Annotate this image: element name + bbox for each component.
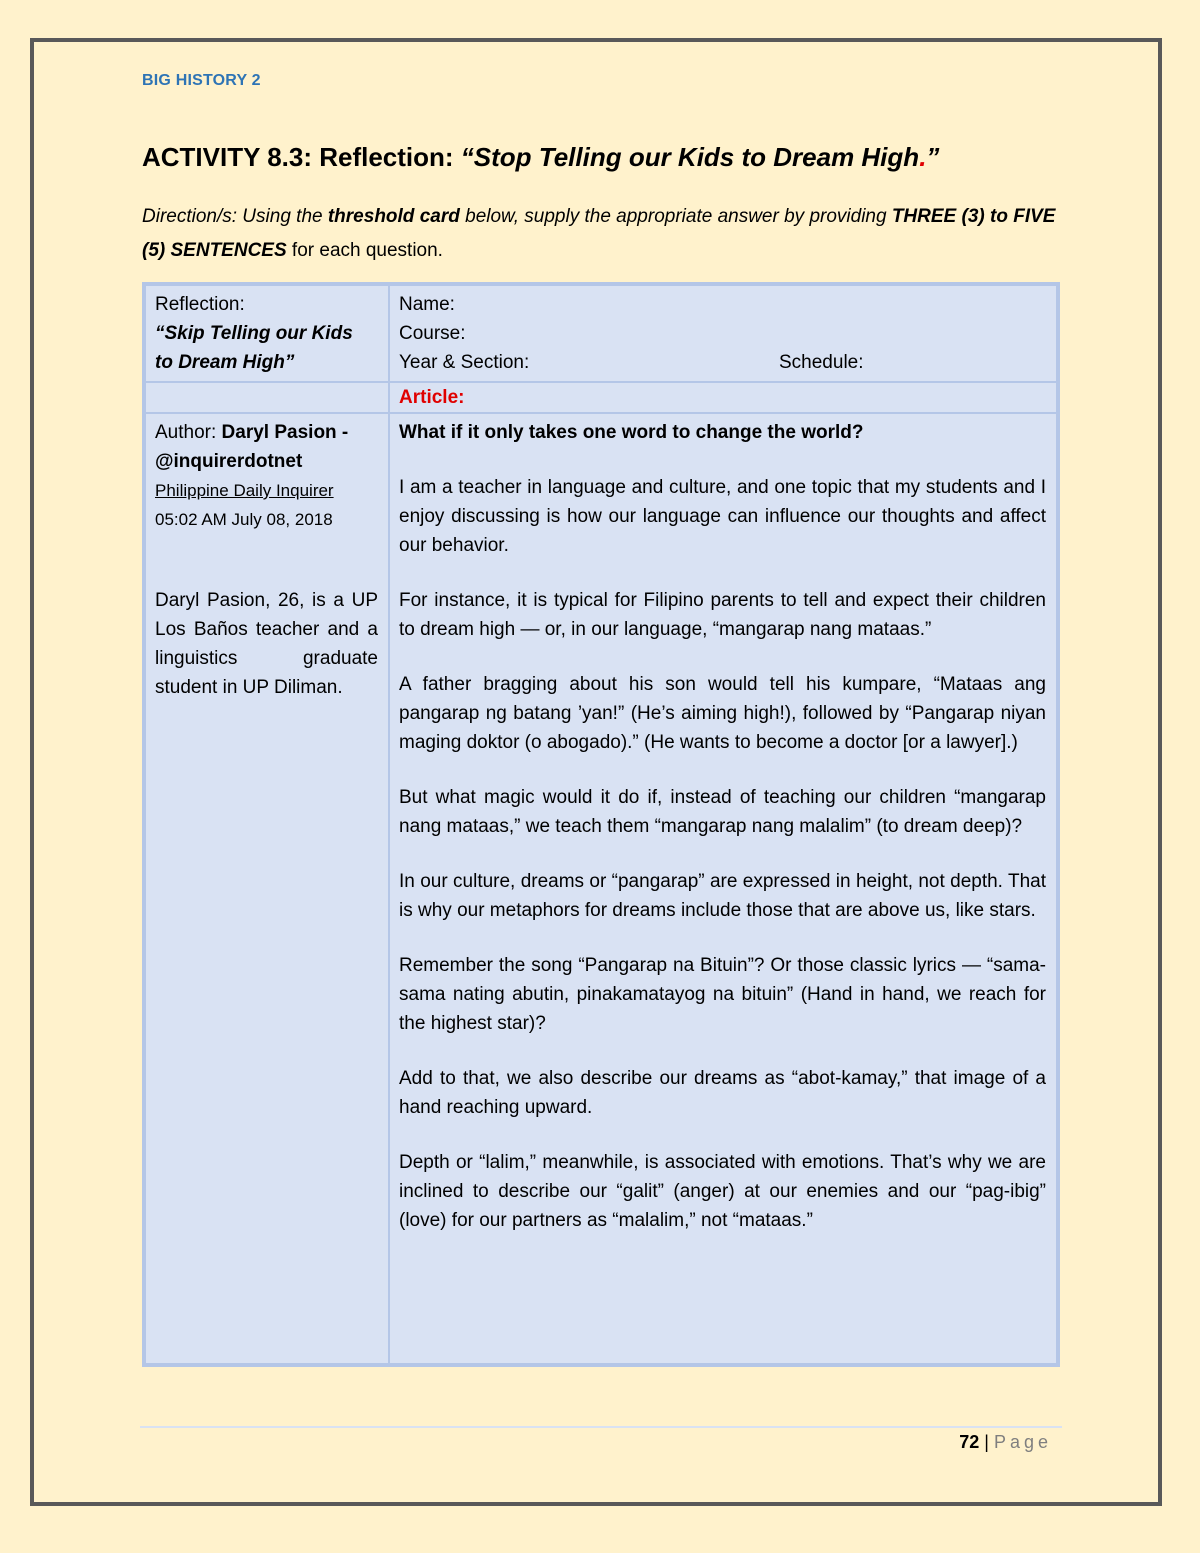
- article-label-cell: [389, 382, 1057, 413]
- reflection-title-line-1: “Skip Telling our Kids: [155, 323, 353, 344]
- publication-name: Philippine Daily Inquirer: [155, 481, 334, 500]
- title-quote-text: “Stop Telling our Kids to Dream High: [460, 142, 920, 172]
- threshold-card-table: [144, 284, 1058, 1365]
- article-label: Article:: [399, 387, 465, 408]
- card-row-body: [145, 413, 1057, 1364]
- article-paragraph: A father bragging about his son would tell his kumpare, “Mataas ang pangarap ng batang ’yan!” (He’s aiming high!), followed by “Pangarap niyan maging doktor (o abogado).” (He wants to become a doctor [or a lawyer].): [399, 674, 1046, 753]
- page-number: 72: [959, 1432, 980, 1452]
- author-bio: Daryl Pasion, 26, is a UP Los Baños teacher and a linguistics graduate student in UP Diliman.: [155, 590, 378, 698]
- schedule-label[interactable]: Schedule:: [779, 352, 864, 373]
- article-paragraph: Remember the song “Pangarap na Bituin”? Or those classic lyrics — “sama-sama nating abutin, pinakamatayog na bituin” (Hand in hand, we reach for the highest star)?: [399, 955, 1046, 1034]
- title-close-quote: ”: [926, 142, 940, 172]
- author-label: Author:: [155, 422, 222, 443]
- directions-text-1: Direction/s: Using the: [142, 206, 328, 227]
- author-name: Daryl Pasion - @inquirerdotnet: [155, 422, 349, 472]
- page-footer: [959, 1432, 1052, 1453]
- article-heading: What if it only takes one word to change the world?: [399, 422, 864, 443]
- year-section-label[interactable]: Year & Section:: [399, 352, 530, 373]
- reflection-label: Reflection:: [155, 294, 245, 315]
- directions-threshold-card: threshold card: [327, 206, 460, 227]
- author-line: [155, 418, 378, 476]
- spacer: [155, 534, 378, 586]
- footer-separator: |: [979, 1432, 994, 1452]
- name-label[interactable]: Name:: [399, 294, 455, 315]
- student-info-cell: [389, 285, 1057, 382]
- directions-sentences: THREE (3) to FIVE (5) SENTENCES: [142, 206, 1056, 261]
- activity-title: [142, 142, 1092, 173]
- author-cell: [145, 413, 389, 1364]
- article-paragraph: For instance, it is typical for Filipino parents to tell and expect their children to dream high — or, in our language, “mangarap nang mataas.”: [399, 590, 1046, 640]
- directions-text-2: below, supply the appropriate answer by providing: [459, 206, 892, 227]
- article-paragraph: But what magic would it do if, instead of teaching our children “mangarap nang mataas,” we teach them “mangarap nang malalim” (to dream deep)?: [399, 787, 1046, 837]
- article-paragraph: Add to that, we also describe our dreams as “abot-kamay,” that image of a hand reaching upward.: [399, 1068, 1046, 1118]
- publish-date: 05:02 AM July 08, 2018: [155, 510, 333, 529]
- empty-cell: [145, 382, 389, 413]
- article-paragraph: I am a teacher in language and culture, and one topic that my students and I enjoy discussing is how our language can influence our thoughts and affect our behavior.: [399, 477, 1046, 556]
- directions: [142, 200, 1062, 268]
- running-header: BIG HISTORY 2: [142, 72, 261, 89]
- article-cell: [389, 413, 1057, 1364]
- page-word: Page: [993, 1432, 1052, 1452]
- reflection-title-line-2: to Dream High”: [155, 352, 295, 373]
- reflection-cell: [145, 285, 389, 382]
- footer-divider: [140, 1426, 1062, 1428]
- card-row-header: [145, 285, 1057, 382]
- card-row-article: [145, 382, 1057, 413]
- title-quote: [461, 142, 940, 172]
- article-paragraph: Depth or “lalim,” meanwhile, is associated with emotions. That’s why we are inclined to describe our “galit” (anger) at our enemies and our “pag-ibig” (love) for our partners as “malalim,” not “mataas.”: [399, 1152, 1046, 1231]
- year-schedule-line: [399, 348, 1046, 377]
- article-paragraph: In our culture, dreams or “pangarap” are expressed in height, not depth. That is why our metaphors for dreams include those that are above us, like stars.: [399, 871, 1046, 921]
- course-label[interactable]: Course:: [399, 323, 466, 344]
- threshold-card: [142, 282, 1060, 1367]
- title-prefix: ACTIVITY 8.3: Reflection:: [142, 142, 461, 172]
- directions-text-3: for each question.: [286, 240, 443, 261]
- title-red-period: .: [919, 142, 927, 172]
